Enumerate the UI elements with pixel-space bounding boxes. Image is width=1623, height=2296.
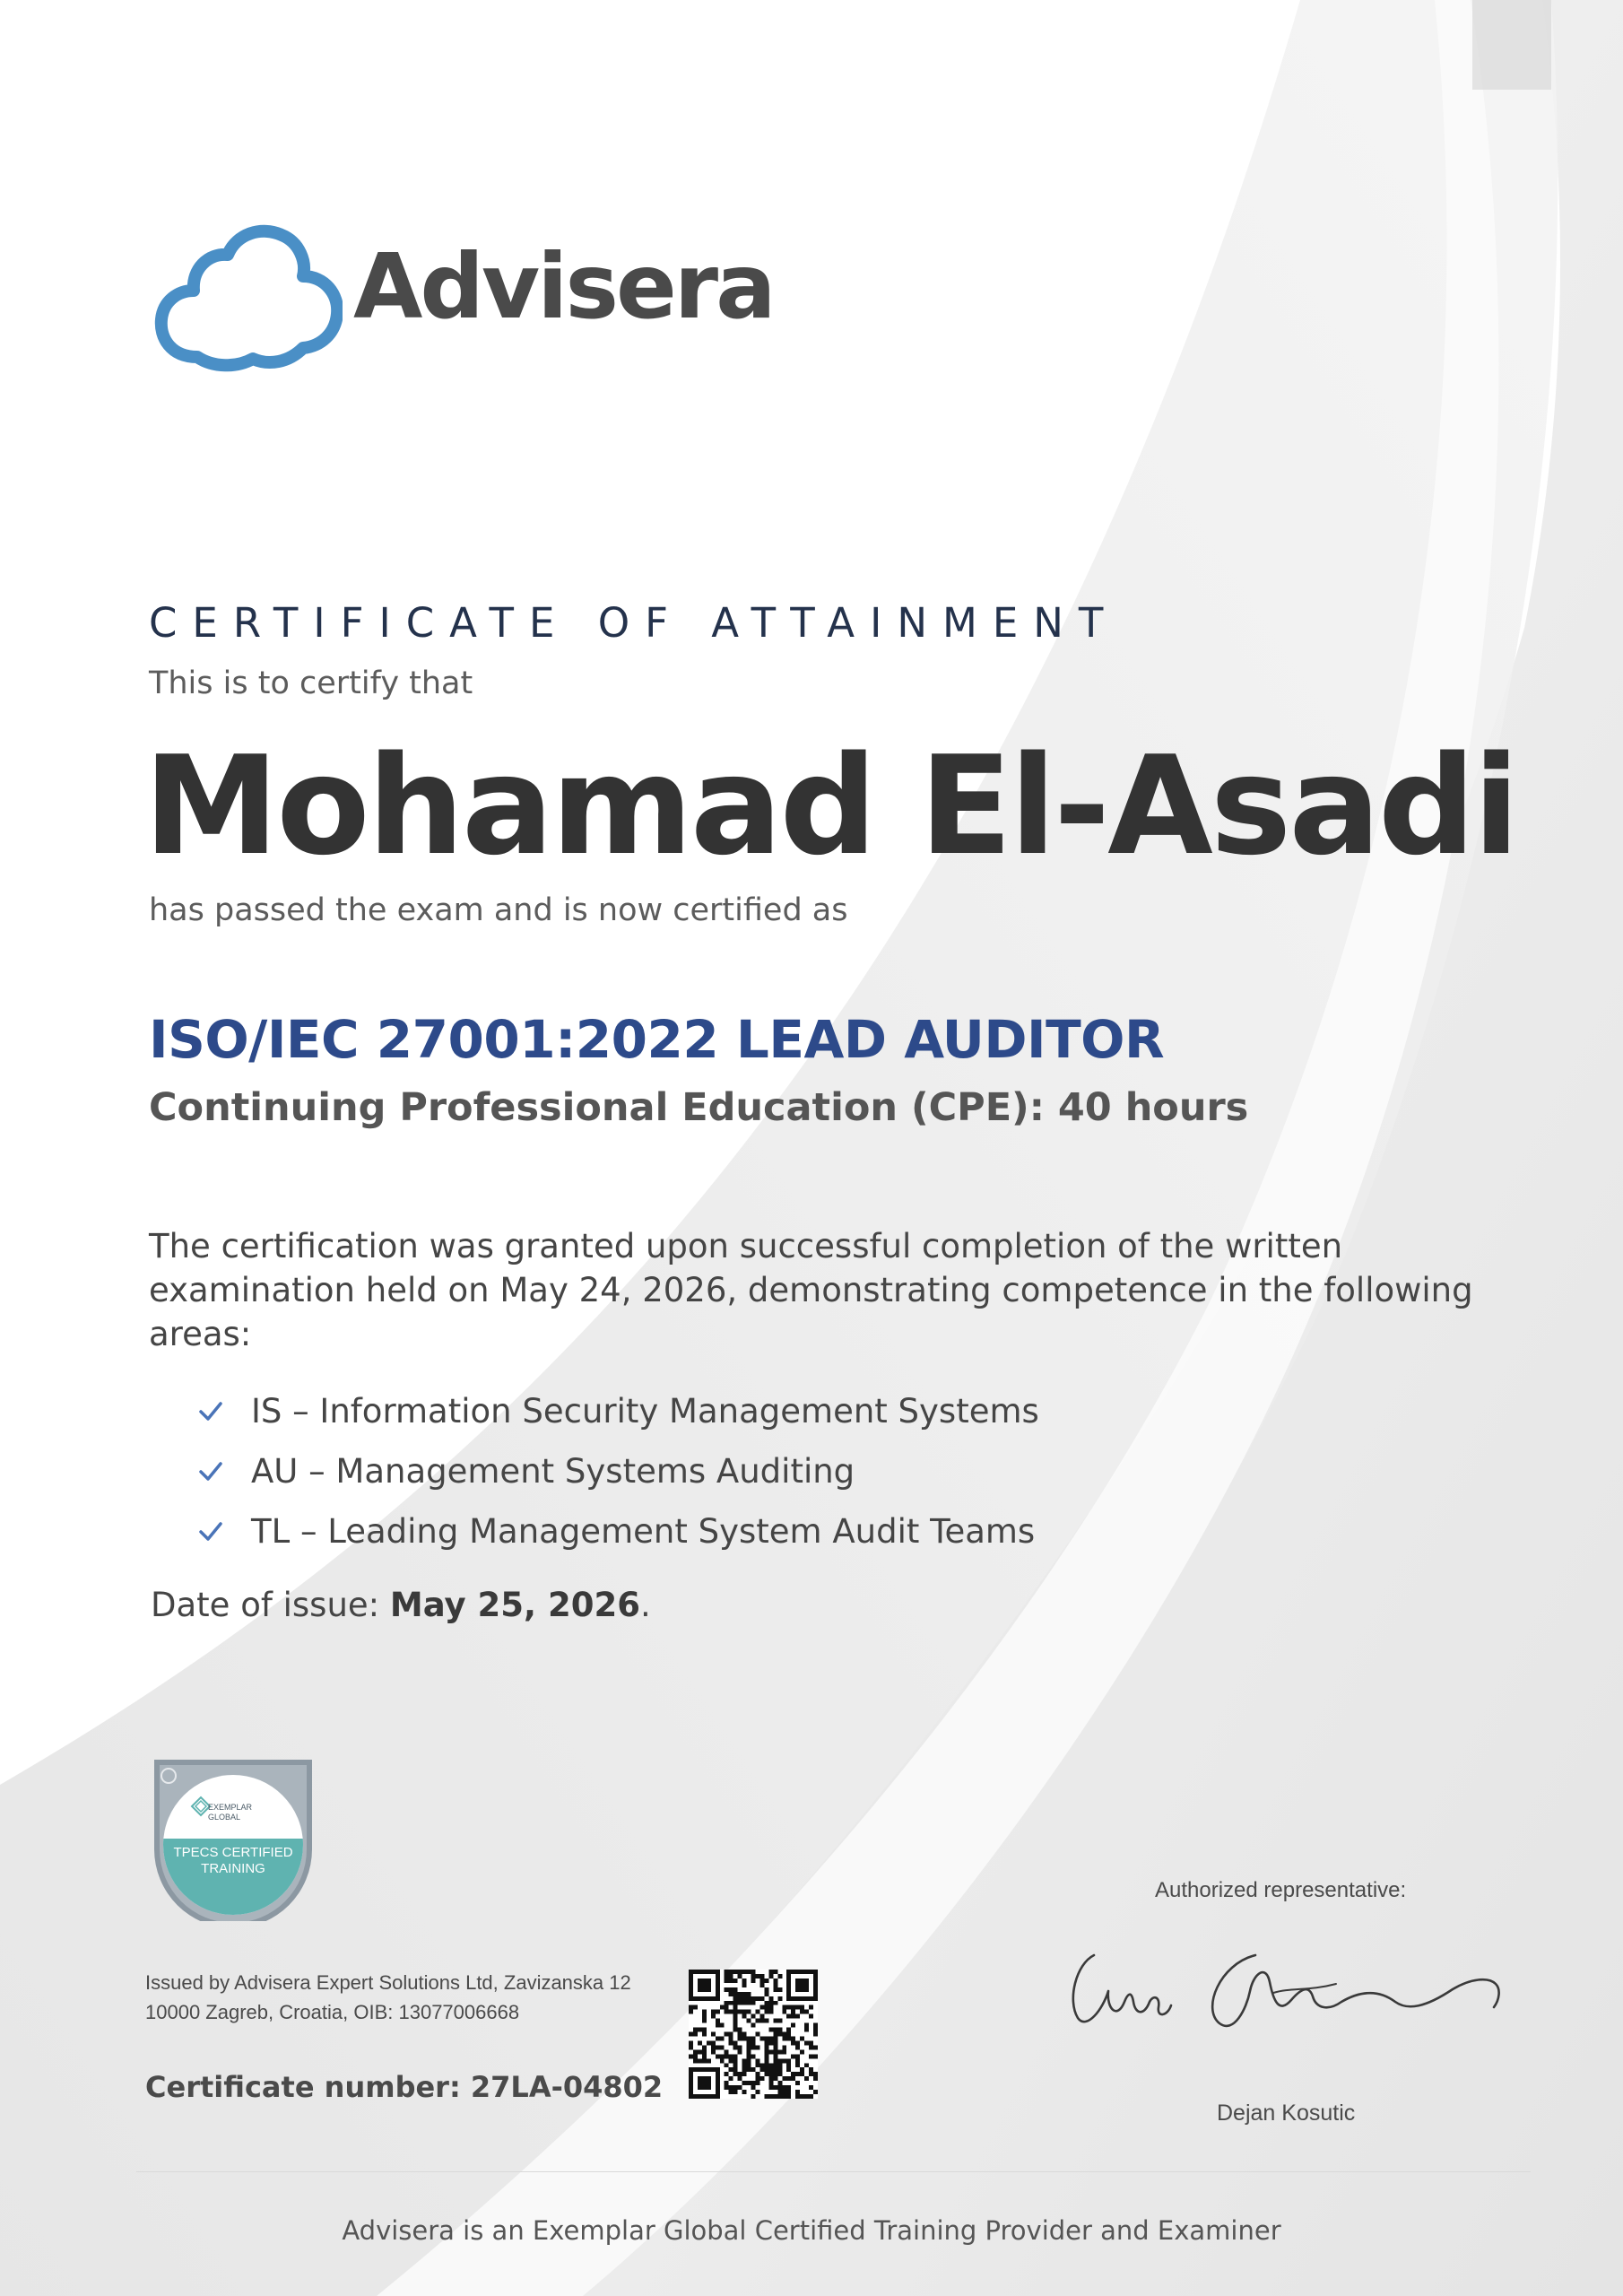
competence-areas-list [197, 1381, 1039, 1561]
list-item [197, 1441, 1039, 1501]
footer-text: Advisera is an Exemplar Global Certified Training Provider and Examiner [342, 2215, 1281, 2246]
advisera-logo [154, 222, 774, 375]
logo-wordmark: Advisera [353, 234, 774, 339]
certificate-number: Certificate number: 27LA-04802 [145, 2070, 664, 2104]
list-item [197, 1501, 1039, 1561]
list-item [197, 1381, 1039, 1441]
issuer-line-1: Issued by Advisera Expert Solutions Ltd, Zavizanska 12 [145, 1971, 631, 1994]
exemplar-global-badge [152, 1760, 314, 1921]
issue-label: Date of issue: [151, 1586, 390, 1624]
signature-image [1067, 1937, 1515, 2045]
footer-divider [136, 2171, 1531, 2172]
issue-suffix: . [639, 1586, 651, 1624]
certification-title: ISO/IEC 27001:2022 LEAD AUDITOR [149, 1009, 1165, 1070]
authorized-representative-label: Authorized representative: [1155, 1878, 1407, 1902]
qr-code[interactable] [689, 1970, 818, 2099]
area-label: TL – Leading Management System Audit Teams [251, 1512, 1036, 1551]
passed-text: has passed the exam and is now certified as [149, 892, 848, 928]
issuer-line-2: 10000 Zagreb, Croatia, OIB: 13077006668 [145, 2001, 520, 2023]
checkmark-icon [197, 1458, 224, 1485]
date-of-issue [151, 1586, 651, 1624]
badge-label: TPECS CERTIFIED TRAINING [173, 1845, 293, 1876]
certificate-heading: CERTIFICATE OF ATTAINMENT [149, 599, 1119, 647]
cloud-icon [154, 222, 343, 375]
badge-seal-icon [152, 1760, 314, 1921]
checkmark-icon [197, 1398, 224, 1425]
recipient-name: Mohamad El-Asadi [143, 726, 1517, 885]
area-label: IS – Information Security Management Systems [251, 1392, 1039, 1431]
area-label: AU – Management Systems Auditing [251, 1452, 855, 1491]
issue-date: May 25, 2026 [389, 1586, 640, 1624]
badge-org-name: EXEMPLAR GLOBAL [208, 1803, 253, 1822]
certify-intro: This is to certify that [149, 665, 473, 701]
certification-description: The certification was granted upon successful completion of the written examination held on May 24, 2026, demonstrating competence in the following areas: [149, 1227, 1473, 1353]
issuer-address [145, 1968, 631, 2027]
checkmark-icon [197, 1518, 224, 1545]
signatory-name: Dejan Kosutic [1217, 2100, 1356, 2126]
cpe-hours: Continuing Professional Education (CPE): 40 hours [149, 1085, 1249, 1130]
